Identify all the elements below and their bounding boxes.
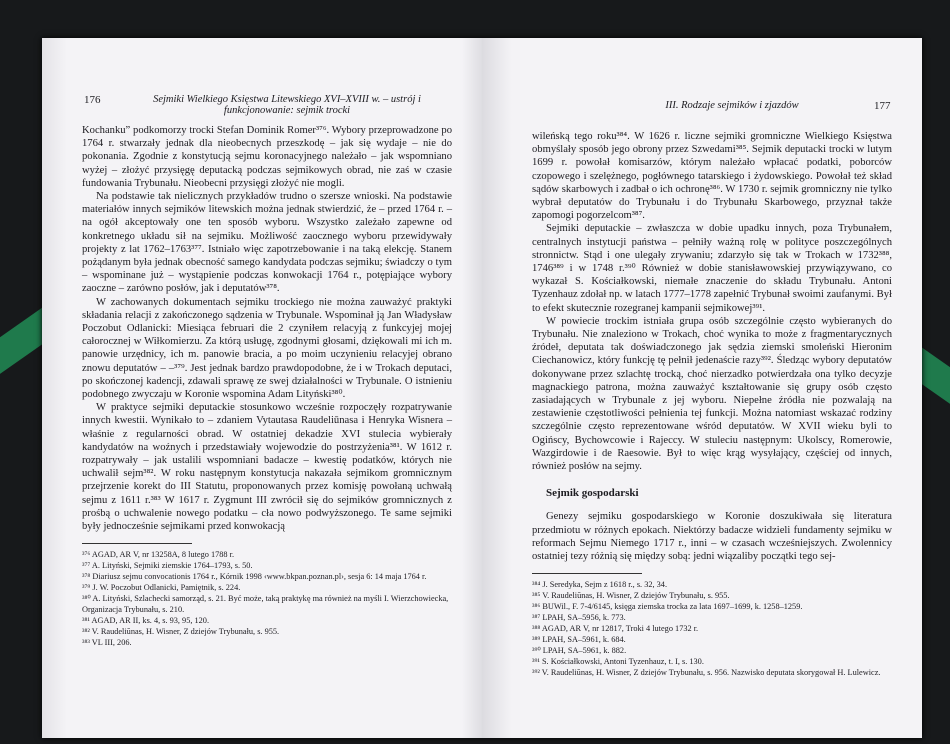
- running-header: III. Rodzaje sejmików i zjazdów: [665, 100, 799, 111]
- paragraph: W powiecie trockim istniała grupa osób szczególnie często wybieranych do Trybunału. Nie znaleziono w Trokach, choć wynika to może z fragmentarycznych źródeł, deputata tak doświadczonego jak sędzia ziemski smoleński Hieronim Ciechanowicz, który funkcję tę pełnił jedenaście razy³⁹². Śledząc wybory deputatów dokonywane przez szlachtę trocką, choć nierzadko potwierdzała ona tylko decyzje magnackiego patrona, można zauważyć kształtowanie się grupy osób często zasiadających w Trybunale z jej wyboru. Niepełne źródła nie pozwalają na zestawienie częstotliwości pełnienia tej funkcji. Można natomiast wskazać rodziny szczególnie często reprezentowane wśród deputatów. W XVII wieku byli to Ogińscy, Bychowcowie i Rajeccy. W stuleciu następnym: Ukolscy, Romerowie, Wazgirdowie i de Raesowie. Był to więc krąg wysyłający, częściej od innych, również posłów na sejmy.: [532, 315, 892, 473]
- footnote: ³⁹² V. Raudeliūnas, H. Wisner, Z dziejów Trybunału, s. 956. Nazwisko deputata skorygował H. Lulewicz.: [532, 668, 881, 678]
- footnote: ³⁸⁵ V. Raudeliūnas, H. Wisner, Z dziejów Trybunału, s. 955.: [532, 591, 730, 601]
- running-header: Sejmiki Wielkiego Księstwa Litewskiego XVI–XVIII w. – ustrój i funkcjonowanie: sejmik trocki: [153, 94, 421, 116]
- right-page-body: [532, 130, 892, 678]
- paragraph: Na podstawie tak nielicznych przykładów trudno o szersze wnioski. Na podstawie materiałów innych sejmików litewskich można jednak stwierdzić, że – przed 1764 r. – na ogół akceptowały one ten sposób wyboru. Wszystko zależało zapewne od konkretnego układu sił na sejmiku. Możliwość zaocznego wyboru przewidywały projekty z lat 1762–1763³⁷⁷. Istniało więc zapotrzebowanie i na taką elekcję. Stanem pożądanym była jednak obecność samego kandydata podczas sejmiku; świadczy o tym – wspominane już – wystąpienie podczas konwokacji 1764 r., potępiające wybory zaoczne – zarówno posłów, jak i deputatów³⁷⁸.: [82, 191, 452, 295]
- paragraph: Sejmiki deputackie – zwłaszcza w dobie upadku innych, poza Trybunałem, centralnych instytucji państwa – pełniły ważną rolę w polityce poszczególnych stronnictw. Stąd i one ulegały zrywaniu; zdarzyło się tak w Trokach w 1732³⁸⁸, 1746³⁸⁹ i w 1748 r.³⁹⁰ Również w dobie stanisławowskiej przywiązywano, co wykazał S. Kościałkowski, niemałe znaczenie do składu Trybunału. Antoni Tyzenhauz zdołał np. w latach 1777–1778 zapełnić Trybunał swoimi zaufanymi. Był to efekt skutecznie rozegranej kampanii sejmikowej³⁹¹.: [532, 223, 892, 314]
- footnote: ³⁸³ VL III, 206.: [82, 638, 132, 648]
- section-heading: Sejmik gospodarski: [546, 487, 639, 500]
- footnote: ³⁸² V. Raudeliūnas, H. Wisner, Z dziejów Trybunału, s. 955.: [82, 627, 280, 637]
- footnotes: [532, 579, 892, 678]
- left-page-body: [82, 124, 452, 648]
- footnote: ³⁸⁸ AGAD, AR V, nr 12817, Troki 4 lutego 1732 r.: [532, 624, 699, 634]
- footnote: ³⁷⁶ AGAD, AR V, nr 13258A, 8 lutego 1788 r.: [82, 550, 235, 560]
- book-spread: [42, 38, 922, 738]
- footnote: ³⁸⁰ A. Lityński, Szlachecki samorząd, s. 21. Być może, taką praktykę ma również na myśli I. Wierzchowiecka, Organizacja Trybunału, s. 210.: [82, 594, 449, 615]
- page-number: 177: [874, 100, 891, 112]
- footnote: ³⁸⁷ LPAH, SA–5956, k. 773.: [532, 613, 626, 623]
- footnote: ³⁷⁸ Diariusz sejmu convocationis 1764 r., Kórnik 1998 ‹www.bkpan.poznan.pl›, sesja 6: 14 maja 1764 r.: [82, 572, 427, 582]
- right-page: [482, 38, 922, 738]
- footnote: ³⁸⁴ J. Seredyka, Sejm z 1618 r., s. 32, 34.: [532, 580, 668, 590]
- footnote: ³⁸⁹ LPAH, SA–5961, k. 684.: [532, 635, 626, 645]
- footnote-rule: [532, 573, 642, 574]
- footnote: ³⁸⁶ BUWil., F. 7-4/6145, księga ziemska trocka za lata 1697–1699, k. 1258–1259.: [532, 602, 803, 612]
- paragraph: W praktyce sejmiki deputackie stosunkowo wcześnie rozpoczęły rozpatrywanie innych kwestii. Wynikało to – zdaniem Vytautasa Raudeliūnasa i Henryka Wisnera – właśnie z regularności obrad. W ostatniej dekadzie XVI stulecia wybierały kandydatów na woźnych i przedstawiały wojewodzie do postrzyżenia³⁸¹. W 1612 r. rozpatrywały – jak ustalili wspomniani badacze – kwestię podatków, których nie uchwalił sejm³⁸². W roku następnym konstytucja nakazała sejmikom gromnicznym przejrzenie korekt do III Statutu, proponowanych przez komisję powołaną uchwałą sejmu z 1611 r.³⁸³ W 1617 r. Zygmunt III zwrócił się do sejmików gromnicznych z prośbą o uchwalenie nowego podatku – cła nowo podwyższonego. Te same sejmiki były jednocześnie sejmikami przed konwokacją: [82, 402, 452, 533]
- paragraph: Kochanku” podkomorzy trocki Stefan Dominik Romer³⁷⁶. Wybory przeprowadzone po 1764 r. stwarzały jednak dla nieobecnych przeszkodę – jak się wydaje – nie do pokonania. Zgodnie z konstytucją sejmu koronacyjnego należało – jak wspomniano wyżej – złożyć przysięgę deputacką podczas sejmikowych obrad, nie zaś w czasie fundowania Trybunału. Nieobecni przysięgi złożyć nie mogli.: [82, 125, 452, 189]
- footnote: ³⁷⁷ A. Lityński, Sejmiki ziemskie 1764–1793, s. 50.: [82, 561, 253, 571]
- left-page: [42, 38, 483, 738]
- paragraph: Genezy sejmiku gospodarskiego w Koronie doszukiwała się literatura przedmiotu w różnych epokach. Niektórzy badacze widzieli fundamenty sejmiku w reformach Sejmu Niemego 1717 r., inni – w czasach wcześniejszych. Zwolennicy ostatniej tezy różnią się między sobą: jedni wiązaliby początki tego sej-: [532, 511, 892, 563]
- footnote: ³⁷⁹ J. W. Poczobut Odlanicki, Pamiętnik, s. 224.: [82, 583, 241, 593]
- footnote: ³⁹¹ S. Kościałkowski, Antoni Tyzenhauz, t. I, s. 130.: [532, 657, 704, 667]
- footnote: ³⁸¹ AGAD, AR II, ks. 4, s. 93, 95, 120.: [82, 616, 210, 626]
- footnotes: [82, 549, 452, 648]
- footnote: ³⁹⁰ LPAH, SA–5961, k. 882.: [532, 646, 627, 656]
- page-number: 176: [84, 94, 101, 106]
- paragraph: W zachowanych dokumentach sejmiku trockiego nie można zauważyć praktyki składania relacji z zakończonego sądzenia w Trybunale. Wspominał ją Jan Władysław Poczobut Odlanicki: Miesiąca februari die 2 czyniłem relacyją z funkcyjej mojej całorocznej w Wiłkomierzu. Za którą usługę, zgodnymi głosami, dziękowali mi ich m. panowie urzędnicy, ich m. panowie bracia, a po moim uczynieniu relacyjej obrano znowu deputatów – –³⁷⁹. Jest jednak bardzo prawdopodobne, że i w Trokach deputaci, po skończonej kadencji, zdawali sprawę ze swej działalności w Trybunale. O istnieniu podobnego zwyczaju w Koronie wspomina Adam Lityński³⁸⁰.: [82, 296, 452, 401]
- footnote-rule: [82, 543, 192, 544]
- paragraph: wileńską tego roku³⁸⁴. W 1626 r. liczne sejmiki gromniczne Wielkiego Księstwa obmyślały sposób jego obrony przez Szwedami³⁸⁵. Sejmik deputacki trocki w lutym 1699 r. powołał komisarzów, którym należało wpłacać podatki, poborców czopowego i szelężnego, pogłównego tatarskiego i żydowskiego. Powołał też skład sądów skarbowych i zadbał o ich ochronę³⁸⁶. W 1730 r. sejmik gromniczny nie tylko wybrał deputatów do Trybunału i do Trybunału Skarbowego, przyznał także zapomogi pogorzelcom³⁸⁷.: [532, 131, 892, 222]
